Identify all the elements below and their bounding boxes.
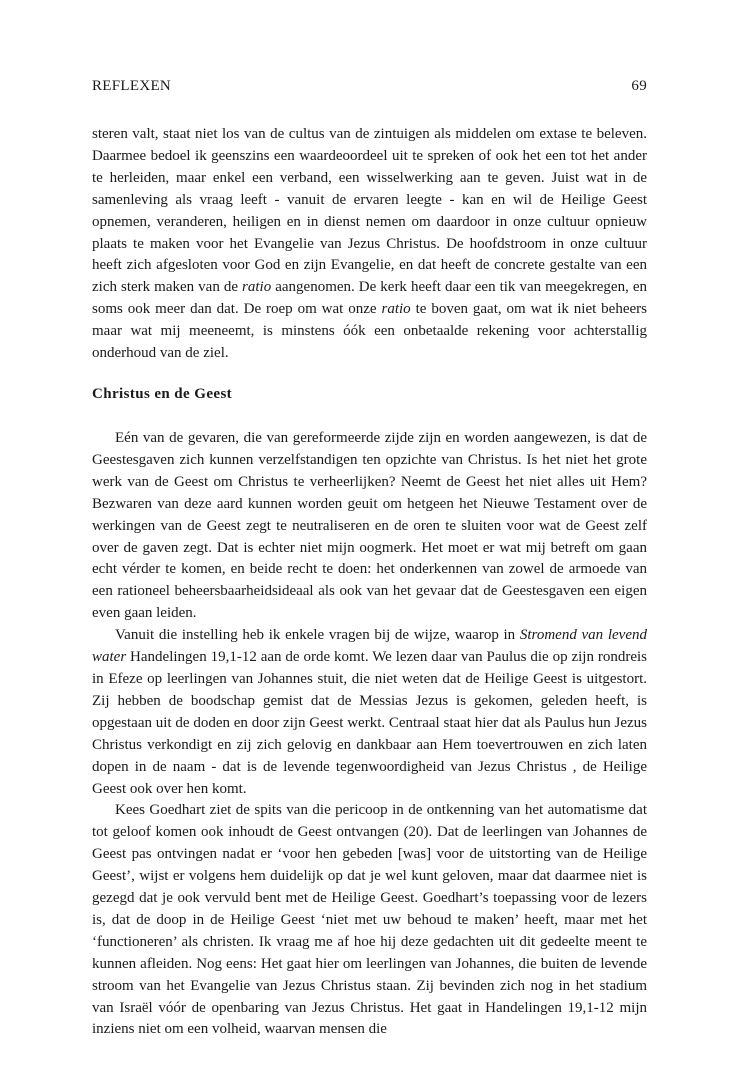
p2-text-part2: Handelingen 19,1-12 aan de orde komt. We lezen daar van Paulus die op zijn rondreis in Efeze op leerlingen van Johannes stuit, die niet weten dat de Heilige Geest is uitgestort. Zij hebben de boodschap gemist dat de Messias Jezus is gekomen, geleden heeft, is opgestaan uit de doden en door zijn Geest werkt. Centraal staat hier dat als Paulus hun Jezus Christus verkondigt en zij zich gelovig en dankbaar aan Hem toevertrouwen en zich laten dopen in de naam - dat is de levende tegenwoordigheid van Jezus Christus , de Heilige Geest ook over hen komt.	[92, 649, 647, 797]
section-paragraph-2	[92, 625, 647, 800]
intro-ratio-term-2: ratio	[381, 301, 411, 318]
intro-text-part1: steren valt, staat niet los van de cultus van de zintuigen als middelen om extase te beleven. Daarmee bedoel ik geenszins een waardeoordeel uit te spreken of ook het een tot het ander te herleiden, maar enkel een verband, een wisselwerking aan te geven. Juist wat in de samenleving als vraag leeft - vanuit de ervaren leegte - kan en wil de Heilige Geest opnemen, veranderen, heiligen en in dienst nemen om daardoor in onze cultuur opnieuw plaats te maken voor het Evangelie van Jezus Christus. De hoofdstroom in onze cultuur heeft zich afgesloten voor God en zijn Evangelie, en dat heeft de concrete gestalte van een zich sterk maken van de	[92, 126, 647, 296]
p2-text-part1: Vanuit die instelling heb ik enkele vragen bij de wijze, waarop in	[115, 627, 520, 644]
intro-ratio-term-1: ratio	[242, 279, 272, 296]
running-header	[92, 78, 647, 98]
page-number: 69	[631, 78, 647, 94]
section-paragraph-3: Kees Goedhart ziet de spits van die pericoop in de ontkenning van het automatisme dat tot geloof komen ook inhoudt de Geest ontvangen (20). Dat de leerlingen van Johannes de Geest pas ontvingen nadat er ‘voor hen gebeden [was] voor de uitstorting van de Heilige Geest’, wijst er volgens hem duidelijk op dat je wel kunt geloven, maar dat daarmee niet is gezegd dat je ook vervuld bent met de Heilige Geest. Goedhart’s toepassing voor de lezers is, dat de doop in de Heilige Geest ‘niet met uw behoud te maken’ heeft, maar met het ‘functioneren’ als christen. Ik vraag me af hoe hij deze gedachten uit dit gedeelte meent te kunnen afleiden. Nog eens: Het gaat hier om leerlingen van Johannes, die buiten de levende stroom van het Evangelie van Jezus Christus staan. Zij bevinden zich nog in het stadium van Israël vóór de openbaring van Jezus Christus. Het gaat in Handelingen 19,1-12 mijn inziens niet om een volheid, waarvan mensen die	[92, 802, 647, 1038]
running-title: REFLEXEN	[92, 78, 172, 94]
section-heading: Christus en de Geest	[92, 386, 233, 402]
intro-text-part3: te boven gaat, om wat ik niet beheers maar wat mij meeneemt, is minstens óók een onbetaalde rekening voor achterstallig onderhoud van de ziel.	[92, 301, 647, 362]
intro-paragraph	[92, 124, 647, 365]
section-paragraph-1: Eén van de gevaren, die van gereformeerde zijde zijn en worden aangewezen, is dat de Geestesgaven zich kunnen verzelfstandigen ten opzichte van Christus. Is het niet het grote werk van de Geest om Christus te verheerlijken? Neemt de Geest het niet alles uit Hem? Bezwaren van deze aard kunnen worden geuit om hetgeen het Nieuwe Testament over de werkingen van de Geest zegt te neutraliseren en de oren te sluiten voor wat de Geest zelf over de gaven zegt. Dat is echter niet mijn oogmerk. Het moet er wat mij betreft om gaan echt vérder te komen, en beide recht te doen: het onderkennen van zowel de armoede van een rationeel beheersbaarheidsideaal als ook van het gevaar dat de Geestesgaven een eigen even gaan leiden.	[92, 430, 647, 622]
p2-book-title: Stromend van levend water	[92, 627, 647, 666]
section-body	[92, 428, 647, 1041]
intro-text-part2: aangenomen. De kerk heeft daar een tik van meegekregen, en soms ook meer dan dat. De roep om wat onze	[92, 279, 647, 318]
